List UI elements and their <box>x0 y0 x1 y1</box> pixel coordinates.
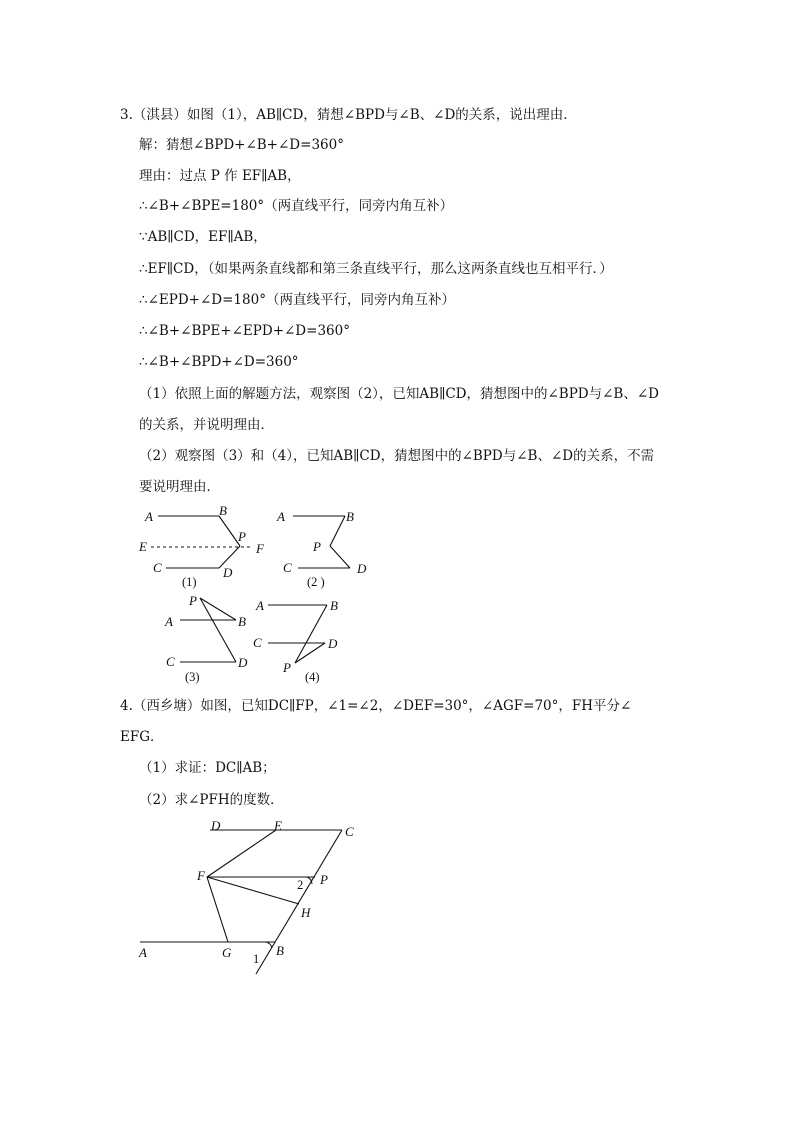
figure-q4 <box>138 818 354 974</box>
fig3-label-b: B <box>238 614 246 629</box>
fig2-line-bp <box>330 516 345 546</box>
q3-solution-line-1: 解：猜想∠BPD+∠B+∠D=360° <box>139 137 344 153</box>
q3-part2-line-1: （2）观察图（3）和（4），已知AB∥CD，猜想图中的∠BPD与∠B、∠D的关系，不需 <box>139 448 655 464</box>
fig4-line-bp <box>295 605 327 663</box>
fig2-label-a: A <box>277 509 285 524</box>
q4-line-ef <box>207 830 276 877</box>
q4-label-b: B <box>276 943 284 958</box>
q4-angle-1-arc <box>266 942 272 948</box>
fig4-label-a: A <box>256 598 264 613</box>
q4-line-cb <box>256 830 342 974</box>
q4-label-h: H <box>301 905 311 920</box>
fig3-line-pd <box>200 598 236 662</box>
fig3-label-p: P <box>189 593 197 608</box>
fig1-label-d: D <box>223 565 233 580</box>
q3-solution-line-3: ∴∠B+∠BPE=180°（两直线平行，同旁内角互补） <box>139 198 454 214</box>
q4-angle-2-arc <box>307 877 312 884</box>
figure-4 <box>253 598 338 684</box>
figure-3 <box>164 593 248 684</box>
fig3-label-c: C <box>166 654 175 669</box>
fig1-label-b: B <box>219 503 227 518</box>
q3-solution-line-4: ∵AB∥CD，EF∥AB， <box>139 229 267 245</box>
fig1-label-p: P <box>238 529 246 544</box>
q4-label-2: 2 <box>297 878 304 892</box>
q4-part-1: （1）求证：DC∥AB； <box>139 760 276 776</box>
fig2-label-d: D <box>357 561 367 576</box>
q4-title-line-2: EFG． <box>120 729 164 745</box>
fig4-caption: (4) <box>305 670 320 684</box>
q4-line-fh <box>207 877 299 904</box>
fig2-label-c: C <box>283 560 292 575</box>
q4-label-d: D <box>211 818 221 833</box>
fig4-label-c: C <box>253 635 262 650</box>
fig3-line-pb <box>200 598 236 620</box>
q4-label-p: P <box>320 872 328 887</box>
fig4-label-d: D <box>328 636 338 651</box>
fig3-label-a: A <box>165 614 173 629</box>
fig1-line-bp <box>219 516 240 546</box>
q3-solution-line-2: 理由：过点 P 作 EF∥AB， <box>139 168 301 184</box>
q3-part1-line-2: 的关系，并说明理由． <box>139 417 274 433</box>
q3-solution-line-8: ∴∠B+∠BPD+∠D=360° <box>139 354 299 370</box>
fig1-label-c: C <box>153 560 162 575</box>
fig4-label-p: P <box>283 660 291 675</box>
q4-label-f: F <box>197 868 205 883</box>
q3-title: 3.（淇县）如图（1），AB∥CD，猜想∠BPD与∠B、∠D的关系，说出理由． <box>120 107 577 123</box>
q4-line-fg <box>207 877 228 942</box>
fig1-label-a: A <box>145 509 153 524</box>
q4-label-1: 1 <box>253 952 260 966</box>
fig4-line-pd <box>295 643 325 663</box>
q3-solution-line-6: ∴∠EPD+∠D=180°（两直线平行，同旁内角互补） <box>139 292 455 308</box>
q4-title-line-1: 4.（西乡塘）如图，已知DC∥FP，∠1=∠2，∠DEF=30°，∠AGF=70°，FH平分∠ <box>120 698 632 714</box>
q4-label-e: E <box>274 818 282 833</box>
figure-1 <box>138 503 265 589</box>
fig1-caption: (1) <box>182 575 197 589</box>
fig3-label-d: D <box>238 655 248 670</box>
fig1-label-e: E <box>139 539 147 554</box>
q4-label-a: A <box>139 945 147 960</box>
fig2-line-pd <box>330 546 350 568</box>
figure-2 <box>276 509 367 589</box>
fig1-label-f: F <box>256 541 264 556</box>
q3-solution-line-5: ∴EF∥CD，（如果两条直线都和第三条直线平行，那么这两条直线也互相平行．） <box>139 261 613 277</box>
fig2-caption: (2 ) <box>307 575 325 589</box>
q4-label-c: C <box>345 824 354 839</box>
q4-part-2: （2）求∠PFH的度数． <box>139 792 284 808</box>
fig4-label-b: B <box>330 598 338 613</box>
q3-solution-line-7: ∴∠B+∠BPE+∠EPD+∠D=360° <box>139 323 350 339</box>
q3-part1-line-1: （1）依照上面的解题方法，观察图（2），已知AB∥CD，猜想图中的∠BPD与∠B、∠D <box>139 386 659 402</box>
fig3-caption: (3) <box>185 670 200 684</box>
fig2-label-b: B <box>346 509 354 524</box>
q3-part2-line-2: 要说明理由． <box>139 479 220 495</box>
q4-label-g: G <box>222 945 232 960</box>
fig2-label-p: P <box>313 539 321 554</box>
